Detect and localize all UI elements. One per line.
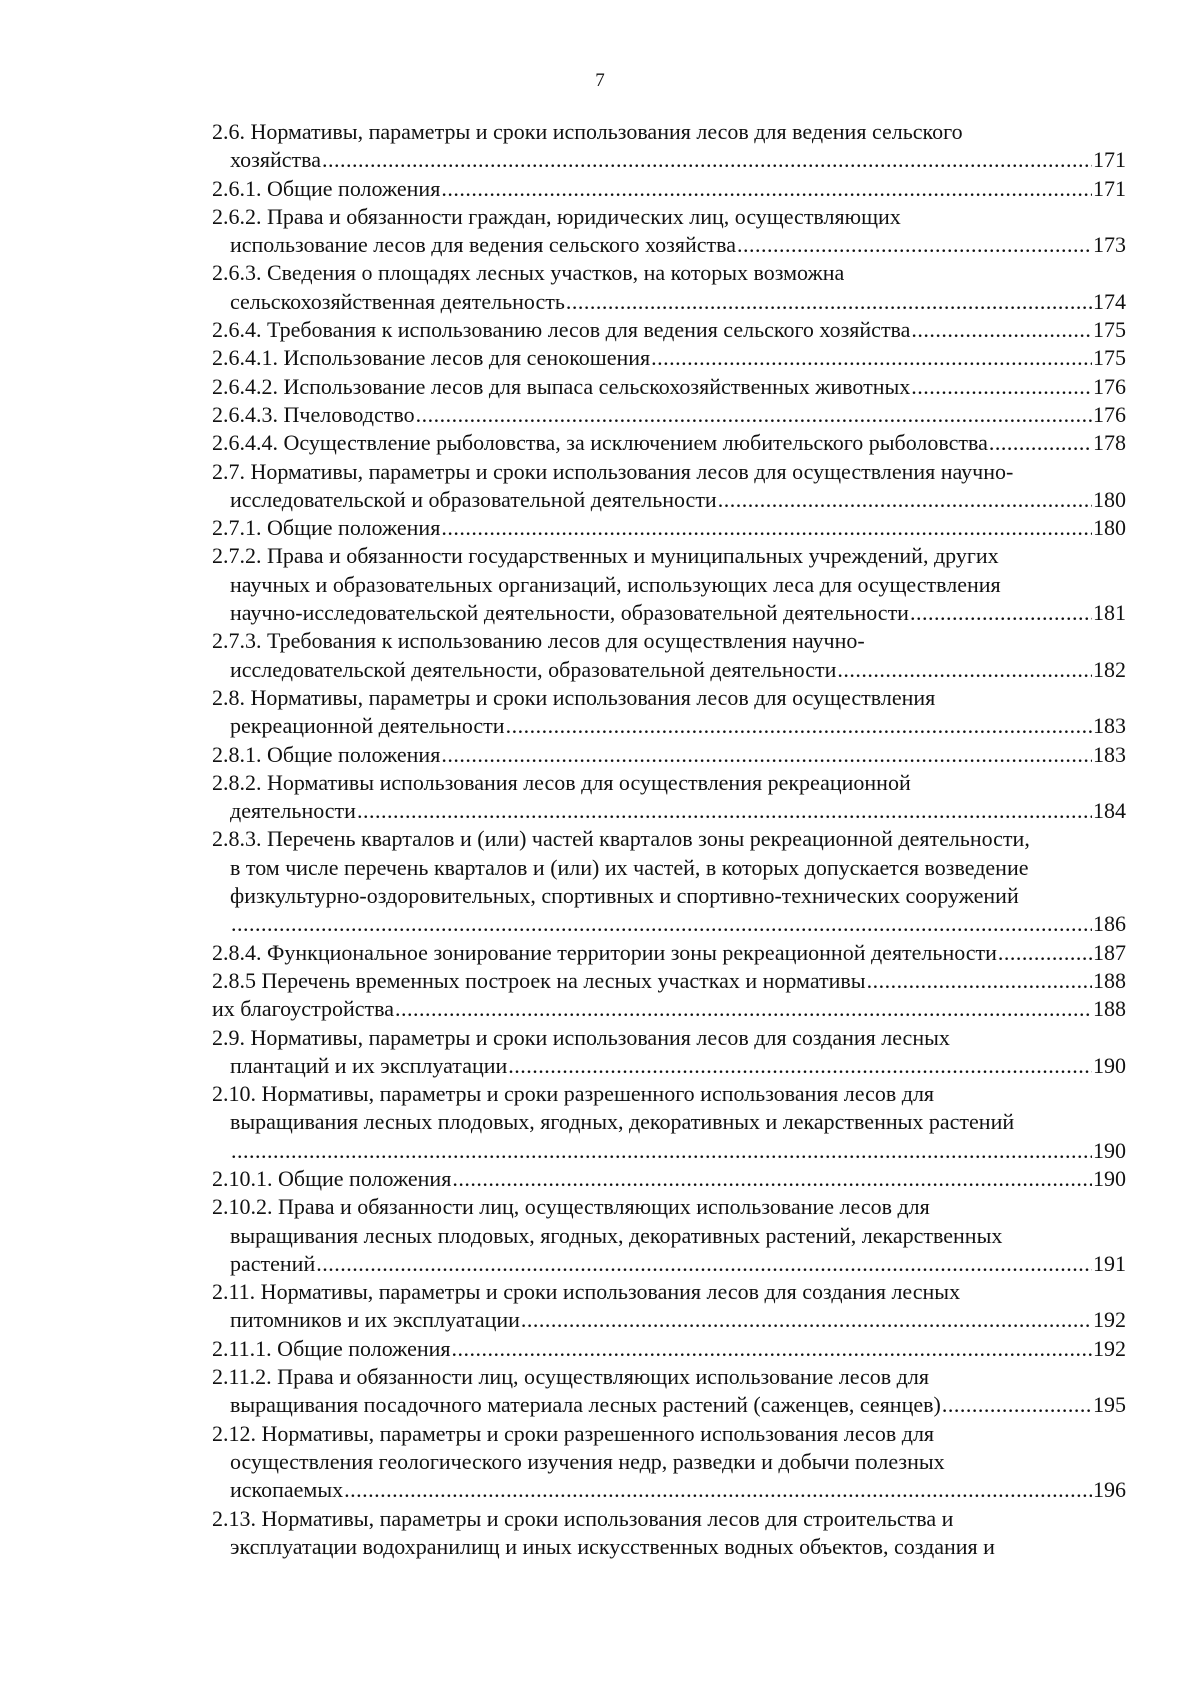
toc-entry-leader-line [212, 344, 1126, 372]
toc-entry-continuation: научных и образовательных организаций, использующих леса для осуществления [230, 571, 1001, 597]
toc-entry-leader-line [212, 288, 1126, 316]
toc-entry-heading: 2.6.2. Права и обязанности граждан, юридических лиц, осуществляющих [212, 203, 901, 229]
toc-entry-leader-line [212, 1137, 1126, 1165]
toc-entry-title: исследовательской деятельности, образовательной деятельности [230, 656, 837, 682]
toc-entry [212, 769, 1126, 826]
toc-entry-title: их благоустройства [212, 996, 394, 1022]
toc-entry [212, 627, 1126, 684]
dot-leader [910, 599, 1092, 627]
toc-entry-leader-line [212, 1476, 1126, 1504]
toc-entry-heading: 2.8.3. Перечень кварталов и (или) частей кварталов зоны рекреационной деятельности, [212, 826, 1030, 852]
dot-leader [998, 939, 1092, 967]
dot-leader [452, 1165, 1092, 1193]
toc-entry-heading: 2.6.3. Сведения о площадях лесных участков, на которых возможна [212, 260, 845, 286]
toc-entry-page-number: 171 [1093, 175, 1126, 201]
toc-entry-page-number: 175 [1093, 317, 1126, 343]
toc-entry-heading: 2.11.2. Права и обязанности лиц, осуществляющих использование лесов для [212, 1364, 929, 1390]
page-number: 7 [595, 70, 605, 91]
toc-entry-title: 2.6.4. Требования к использованию лесов для ведения сельского хозяйства [212, 317, 911, 343]
toc-entry-leader-line [212, 656, 1126, 684]
toc-entry-title: 2.8.4. Функциональное зонирование территории зоны рекреационной деятельности [212, 939, 997, 965]
dot-leader [837, 656, 1092, 684]
toc-entry-heading: 2.12. Нормативы, параметры и сроки разрешенного использования лесов для [212, 1420, 935, 1446]
dot-leader [911, 316, 1092, 344]
toc-entry [212, 316, 1126, 344]
toc-entry-leader-line [212, 1306, 1126, 1334]
dot-leader [231, 1137, 1092, 1165]
toc-entry-leader-line [212, 429, 1126, 457]
toc-entry [212, 1193, 1126, 1278]
toc-entry-title: плантаций и их эксплуатации [230, 1052, 508, 1078]
toc-entry-title: 2.7.1. Общие положения [212, 515, 441, 541]
toc-entry-title: деятельности [230, 798, 356, 824]
toc-entry-page-number: 176 [1093, 401, 1126, 427]
toc-entry [212, 967, 1126, 995]
toc-entry-title: выращивания посадочного материала лесных растений (саженцев, сеянцев) [230, 1392, 941, 1418]
toc-entry-leader-line [212, 146, 1126, 174]
dot-leader [344, 1476, 1092, 1504]
toc-entry-leader-line [212, 741, 1126, 769]
toc-entry-continuation: выращивания лесных плодовых, ягодных, декоративных растений, лекарственных [230, 1222, 1003, 1248]
dot-leader [322, 146, 1092, 174]
toc-entry [212, 175, 1126, 203]
toc-entry [212, 1505, 1126, 1562]
toc-entry-title: 2.8.1. Общие положения [212, 741, 441, 767]
toc-entry-page-number: 188 [1093, 996, 1126, 1022]
toc-entry-title: хозяйства [230, 147, 321, 173]
toc-entry-leader-line [212, 995, 1126, 1023]
toc-entry-heading: 2.8. Нормативы, параметры и сроки использования лесов для осуществления [212, 684, 936, 710]
toc-entry-title: 2.6.4.4. Осуществление рыболовства, за исключением любительского рыболовства [212, 430, 988, 456]
toc-entry [212, 401, 1126, 429]
toc-entry-title: растений [230, 1250, 316, 1276]
toc-entry [212, 1278, 1126, 1335]
table-of-contents [212, 118, 1126, 1561]
toc-entry-page-number: 176 [1093, 373, 1126, 399]
toc-entry-heading: 2.7. Нормативы, параметры и сроки использования лесов для осуществления научно- [212, 458, 1014, 484]
toc-entry-page-number: 182 [1093, 656, 1126, 682]
toc-entry-page-number: 180 [1093, 515, 1126, 541]
toc-entry-page-number: 192 [1093, 1307, 1126, 1333]
toc-entry-continuation: в том числе перечень кварталов и (или) их частей, в которых допускается возведение [230, 854, 1029, 880]
toc-entry-heading: 2.9. Нормативы, параметры и сроки использования лесов для создания лесных [212, 1024, 950, 1050]
toc-entry-page-number: 190 [1093, 1165, 1126, 1191]
toc-entry-heading: 2.7.2. Права и обязанности государственных и муниципальных учреждений, других [212, 543, 999, 569]
dot-leader [441, 175, 1092, 203]
toc-entry-page-number: 192 [1093, 1335, 1126, 1361]
toc-entry-heading: 2.7.3. Требования к использованию лесов для осуществления научно- [212, 628, 865, 654]
toc-entry-leader-line [212, 1052, 1126, 1080]
toc-entry-leader-line [212, 514, 1126, 542]
dot-leader [231, 910, 1092, 938]
toc-entry-leader-line [212, 1165, 1126, 1193]
toc-entry-title: ископаемых [230, 1477, 344, 1503]
dot-leader [521, 1306, 1092, 1334]
toc-entry-title: 2.6.4.3. Пчеловодство [212, 401, 415, 427]
dot-leader [441, 514, 1092, 542]
dot-leader [357, 797, 1092, 825]
toc-entry-leader-line [212, 373, 1126, 401]
toc-entry [212, 429, 1126, 457]
toc-entry-leader-line [212, 910, 1126, 938]
dot-leader [942, 1391, 1092, 1419]
toc-entry-leader-line [212, 1391, 1126, 1419]
toc-entry-heading: 2.8.2. Нормативы использования лесов для осуществления рекреационной [212, 769, 911, 795]
toc-entry-leader-line [212, 1335, 1126, 1363]
toc-entry-leader-line [212, 175, 1126, 203]
toc-entry [212, 118, 1126, 175]
toc-entry [212, 1335, 1126, 1363]
toc-entry-title: использование лесов для ведения сельского хозяйства [230, 232, 736, 258]
toc-entry-title: 2.11.1. Общие положения [212, 1335, 451, 1361]
dot-leader [989, 429, 1092, 457]
dot-leader [441, 741, 1092, 769]
toc-entry-page-number: 186 [1093, 911, 1126, 937]
toc-entry-title: 2.6.4.1. Использование лесов для сенокошения [212, 345, 651, 371]
toc-entry-leader-line [212, 939, 1126, 967]
toc-entry [212, 995, 1126, 1023]
toc-entry-page-number: 174 [1093, 288, 1126, 314]
toc-entry-page-number: 183 [1093, 741, 1126, 767]
toc-entry-page-number: 195 [1093, 1392, 1126, 1418]
toc-entry [212, 373, 1126, 401]
toc-entry [212, 542, 1126, 627]
toc-entry-title: 2.6.1. Общие положения [212, 175, 441, 201]
toc-entry-title: питомников и их эксплуатации [230, 1307, 520, 1333]
toc-entry-heading: 2.10.2. Права и обязанности лиц, осуществляющих использование лесов для [212, 1194, 930, 1220]
dot-leader [737, 231, 1092, 259]
toc-entry-page-number: 173 [1093, 232, 1126, 258]
dot-leader [506, 712, 1092, 740]
toc-entry-page-number: 187 [1093, 939, 1126, 965]
toc-entry-leader-line [212, 712, 1126, 740]
toc-entry [212, 259, 1126, 316]
toc-entry-page-number: 183 [1093, 713, 1126, 739]
toc-entry [212, 344, 1126, 372]
toc-entry [212, 203, 1126, 260]
toc-entry-heading: 2.10. Нормативы, параметры и сроки разрешенного использования лесов для [212, 1081, 935, 1107]
toc-entry-continuation: физкультурно-оздоровительных, спортивных и спортивно-технических сооружений [230, 883, 1019, 909]
toc-entry [212, 939, 1126, 967]
toc-entry-title: сельскохозяйственная деятельность [230, 288, 565, 314]
toc-entry-title: 2.6.4.2. Использование лесов для выпаса сельскохозяйственных животных [212, 373, 911, 399]
toc-entry-title: научно-исследовательской деятельности, образовательной деятельности [230, 600, 909, 626]
toc-entry [212, 458, 1126, 515]
toc-entry-title: рекреационной деятельности [230, 713, 505, 739]
toc-entry-page-number: 171 [1093, 147, 1126, 173]
dot-leader [508, 1052, 1092, 1080]
toc-entry-page-number: 178 [1093, 430, 1126, 456]
toc-entry-page-number: 190 [1093, 1052, 1126, 1078]
toc-entry-page-number: 190 [1093, 1137, 1126, 1163]
toc-entry-page-number: 191 [1093, 1250, 1126, 1276]
dot-leader [911, 373, 1092, 401]
toc-entry-continuation: осуществления геологического изучения недр, разведки и добычи полезных [230, 1448, 945, 1474]
toc-entry [212, 514, 1126, 542]
toc-entry-page-number: 180 [1093, 486, 1126, 512]
toc-entry [212, 1080, 1126, 1165]
dot-leader [867, 967, 1092, 995]
toc-entry-title: 2.8.5 Перечень временных построек на лесных участках и нормативы [212, 967, 866, 993]
toc-entry-leader-line [212, 316, 1126, 344]
toc-entry-leader-line [212, 1250, 1126, 1278]
toc-entry-heading: 2.13. Нормативы, параметры и сроки использования лесов для строительства и [212, 1505, 954, 1531]
dot-leader [316, 1250, 1092, 1278]
toc-entry-continuation: эксплуатации водохранилищ и иных искусственных водных объектов, создания и [230, 1533, 995, 1559]
toc-entry-title: 2.10.1. Общие положения [212, 1165, 452, 1191]
dot-leader [566, 288, 1092, 316]
dot-leader [416, 401, 1092, 429]
toc-entry [212, 1363, 1126, 1420]
toc-entry-leader-line [212, 967, 1126, 995]
dot-leader [452, 1335, 1093, 1363]
toc-entry [212, 1165, 1126, 1193]
toc-entry-leader-line [212, 401, 1126, 429]
toc-entry-title: исследовательской и образовательной деятельности [230, 486, 717, 512]
toc-entry-leader-line [212, 599, 1126, 627]
toc-entry-leader-line [212, 797, 1126, 825]
toc-entry-page-number: 188 [1093, 967, 1126, 993]
toc-entry-page-number: 196 [1093, 1477, 1126, 1503]
toc-entry [212, 741, 1126, 769]
dot-leader [395, 995, 1092, 1023]
toc-entry-page-number: 175 [1093, 345, 1126, 371]
toc-entry-heading: 2.6. Нормативы, параметры и сроки использования лесов для ведения сельского [212, 119, 963, 144]
toc-entry-leader-line [212, 231, 1126, 259]
toc-entry [212, 825, 1126, 938]
toc-entry-continuation: выращивания лесных плодовых, ягодных, декоративных и лекарственных растений [230, 1109, 1015, 1135]
toc-entry [212, 1420, 1126, 1505]
toc-entry [212, 1024, 1126, 1081]
toc-entry-page-number: 181 [1093, 600, 1126, 626]
dot-leader [718, 486, 1092, 514]
toc-entry-leader-line [212, 486, 1126, 514]
toc-entry-page-number: 184 [1093, 798, 1126, 824]
toc-entry-heading: 2.11. Нормативы, параметры и сроки использования лесов для создания лесных [212, 1279, 961, 1305]
toc-entry [212, 684, 1126, 741]
dot-leader [651, 344, 1092, 372]
